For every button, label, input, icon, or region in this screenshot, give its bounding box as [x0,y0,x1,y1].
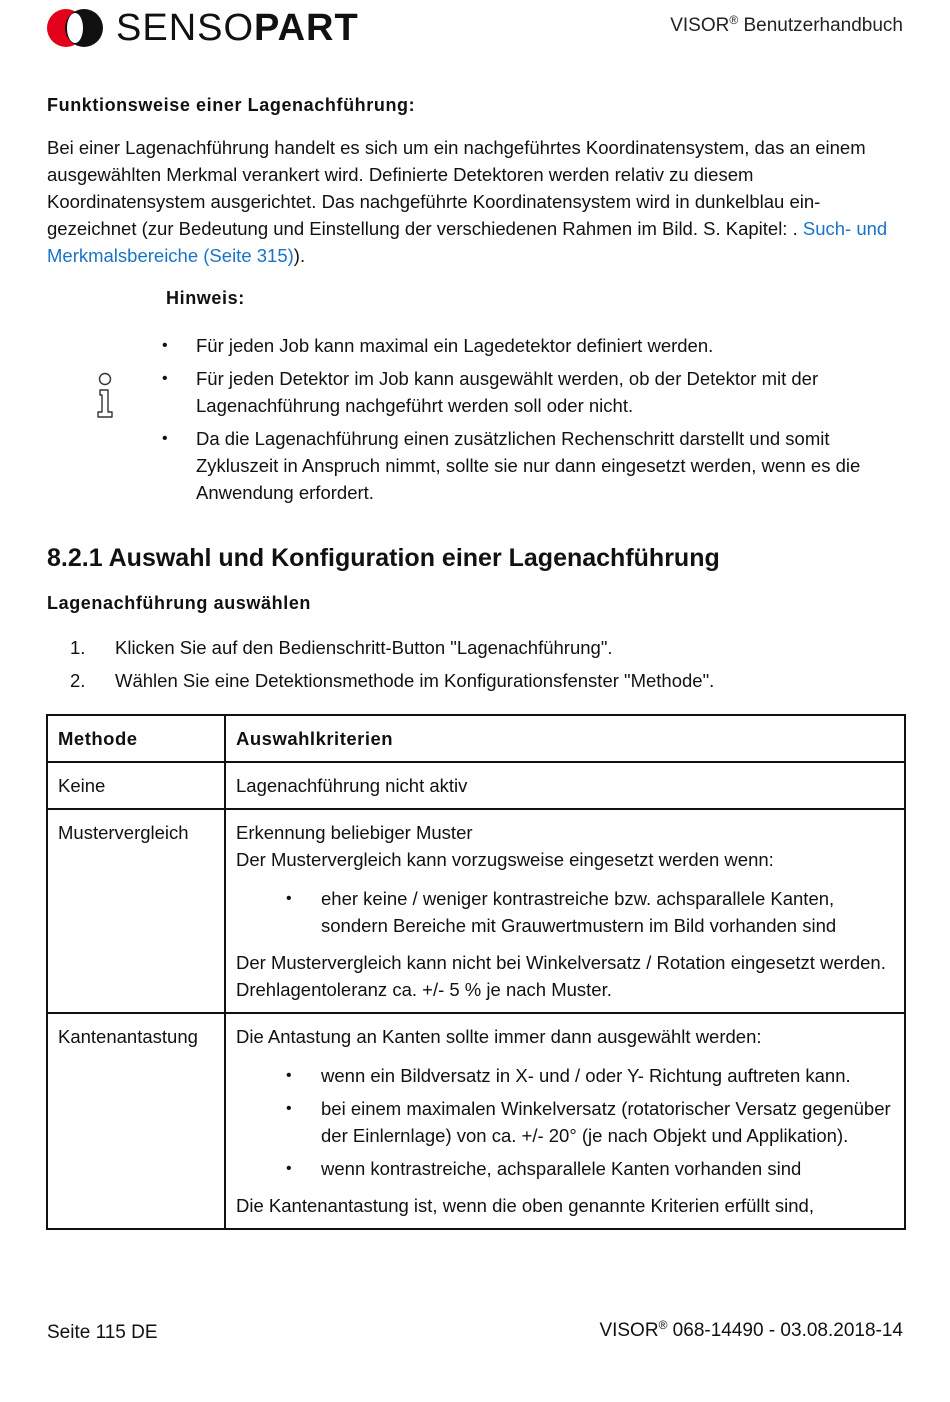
note-item: • Für jeden Detektor im Job kann ausgewählt werden, ob der Detektor mit der Lagenachführung nachgeführt werden soll oder nicht. [160,365,900,419]
step-text: Wählen Sie eine Detektionsmethode im Konfigurationsfenster "Methode". [115,670,715,691]
criteria-cell [225,1013,905,1229]
criteria-cell: Lagenachführung nicht aktiv [225,762,905,809]
chapter-link[interactable]: Such- und Merkmalsbereiche (Seite 315) [47,218,888,266]
section-title: 8.2.1 Auswahl und Konfiguration einer Lagenachführung [47,544,720,572]
criteria-item: • bei einem maximalen Winkelversatz (rotatorischer Versatz gegenüber der Einlernlage) von ca. +/- 20° (je nach Objekt und Applikation). [236,1095,894,1149]
table-row [47,762,905,809]
criteria-line: Die Antastung an Kanten sollte immer dann ausgewählt werden: [236,1026,762,1047]
logo-mark-icon [46,8,104,48]
manual-title [670,15,903,37]
criteria-list [236,885,894,939]
step-item [70,667,714,694]
criteria-cell [225,809,905,1013]
criteria-list [236,1062,894,1182]
criteria-line: Der Mustervergleich kann vorzugsweise eingesetzt werden wenn: [236,849,774,870]
table-header-row [47,715,905,762]
step-item [70,634,714,661]
step-number: 1. [70,637,86,658]
registered-mark: ® [658,1318,668,1332]
criteria-note: Die Kantenantastung ist, wenn die oben genannte Kriterien erfüllt sind, [236,1195,814,1216]
method-cell: Keine [47,762,225,809]
criteria-item: • wenn ein Bildversatz in X- und / oder Y- Richtung auftreten kann. [236,1062,894,1089]
method-cell: Kantenantastung [47,1013,225,1229]
registered-mark: ® [729,13,739,27]
intro-text: Bei einer Lagenachführung handelt es sich um ein nachgeführtes Koordinatensystem, das an einem ausgewählten Merkmal verankert wird. Definierte Detektoren werden relativ zu diesem Koordinatensystem ausgerichtet. Das nachgeführte Koordinatensystem wird in dunkelblau ein-gezeichnet (zur Bedeutung und Einstellung der verschiedenen Rahmen im Bild. S. Kapitel: . [47,137,866,239]
criteria-item: • eher keine / weniger kontrastreiche bzw. achsparallele Kanten, sondern Bereiche mit Grauwertmustern im Bild vorhanden sind [236,885,894,939]
doc-number: 068-14490 - 03.08.2018-14 [667,1320,903,1341]
intro-heading: Funktionsweise einer Lagenachführung: [47,95,416,115]
table-row [47,809,905,1013]
criteria-note: Der Mustervergleich kann nicht bei Winkelversatz / Rotation eingesetzt werden. Drehlagentoleranz ca. +/- 5 % je nach Muster. [236,952,886,1000]
method-cell: Mustervergleich [47,809,225,1013]
note-list [160,332,900,512]
logo-word-light: SENSO [116,7,255,49]
note-item: • Für jeden Job kann maximal ein Lagedetektor definiert werden. [160,332,900,359]
intro-text-end: ). [293,245,306,266]
intro-paragraph [47,134,907,269]
table-row [47,1013,905,1229]
manual-title-rest: Benutzerhandbuch [738,15,903,36]
header-auswahlkriterien: Auswahlkriterien [225,715,905,762]
manual-title-visor: VISOR [670,15,730,36]
document-id [599,1320,903,1342]
note-title: Hinweis: [166,288,245,308]
section-subheading: Lagenachführung auswählen [47,593,312,613]
logo-wordmark [116,8,359,48]
note-item: • Da die Lagenachführung einen zusätzlichen Rechenschritt darstellt und somit Zykluszeit in Anspruch nimmt, sollte sie nur dann eingesetzt werden, wenn es die Anwendung erfordert. [160,425,900,506]
info-icon [92,372,118,420]
step-text: Klicken Sie auf den Bedienschritt-Button "Lagenachführung". [115,637,613,658]
header-methode: Methode [47,715,225,762]
criteria-item: • wenn kontrastreiche, achsparallele Kanten vorhanden sind [236,1155,894,1182]
sensopart-logo [46,8,359,48]
logo-word-bold: PART [254,7,359,49]
criteria-line: Erkennung beliebiger Muster [236,822,473,843]
steps-list [70,634,714,700]
page-number: Seite 115 DE [47,1322,158,1343]
doc-visor: VISOR [599,1320,659,1341]
methods-table [46,714,906,1230]
step-number: 2. [70,670,86,691]
